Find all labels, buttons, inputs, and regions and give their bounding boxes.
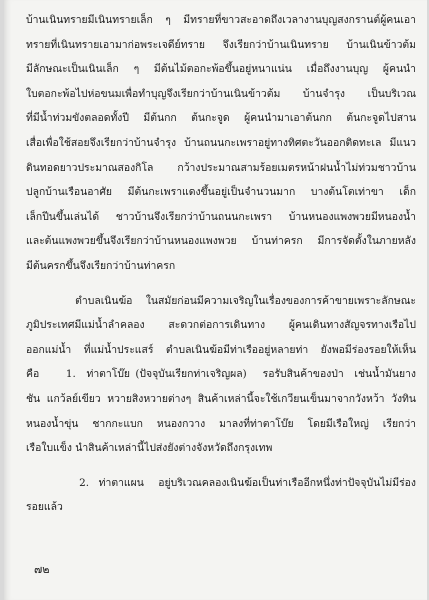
text-line: เรือใบแข็ง นำสินค้าเหล่านี้ไปส่งยังต่างจังหวัดถึงกรุงเทพ: [26, 442, 273, 455]
text-line: ภูมิประเทศมีแม่น้ำลำคลอง สะดวกต่อการเดินทาง ผู้คนเดินทางสัญจรทางเรือไป: [26, 319, 416, 332]
text-line: คือ 1. ท่าตาโบ๊ย (ปัจจุบันเรียกท่าเจริญผล) รอรับสินค้าของป่า เช่นน้ำมันยาง: [26, 368, 416, 381]
text-line: หนองน้ำขุ่น ชากกะแบก หนองกวาง มาลงที่ท่าตาโบ๊ย โดยมีเรือใหญ่ เรียกว่า: [26, 417, 416, 430]
text-line: ใบตอกะพ้อไปห่อขนมเพื่อทำบุญจึงเรียกว่าบ้านเนินข้าวต้ม บ้านจำรุง เป็นบริเวณ: [26, 87, 416, 100]
text-line: ที่มีน้ำท่วมขังตลอดทั้งปี มีต้นกก ต้นกะจูด ผู้คนนำมาเอาต้นกก ต้นกะจูดไปสาน: [26, 112, 416, 125]
paragraph-village-names: [26, 8, 416, 279]
text-line: ดินทอดยาวประมาณสองกิโล กว้างประมาณสามร้อยเมตรหน้าฝนน้ำไม่ท่วมชาวบ้าน: [26, 161, 416, 174]
text-line: เล็กปีนขึ้นเล่นได้ ชาวบ้านจึงเรียกว่าบ้านถนนกะเพรา บ้านหนองแพงพวยมีหนองน้ำ: [26, 210, 416, 223]
text-line: มีต้นครกขึ้นจึงเรียกว่าบ้านท่าครก: [26, 259, 176, 272]
text-line: ทรายที่เนินทรายเอามาก่อพระเจดีย์ทราย จึงเรียกว่าบ้านเนินทราย บ้านเนินข้าวต้ม: [26, 38, 416, 51]
body-text: [26, 8, 416, 520]
text-line: ชัน แกว้ลย์เขียว หวายสิงหวายต่างๆ สินค้าเหล่านี้จะใช้เกวียนเข็นมาจากวังหว้า วังทิน: [26, 392, 416, 405]
text-line: 2. ท่าตาแผน อยู่บริเวณคลองเนินฆ้อเป็นท่าเรืออีกหนึ่งท่าปัจจุบันไม่มีร่อง: [26, 476, 416, 489]
text-line: บ้านเนินทรายมีเนินทรายเล็ก ๆ มีทรายที่ขาวสะอาดถึงเวลางานบุญสงกรานต์ผู้คนเอา: [26, 14, 416, 26]
text-line: ตำบลเนินฆ้อ ในสมัยก่อนมีความเจริญในเรื่องของการค้าขายเพราะลักษณะ: [26, 294, 416, 307]
text-line: เสื่อเพื่อใช้สอยจึงเรียกว่าบ้านจำรุง บ้านถนนกะเพราอยู่ทางทิศตะวันออกติดทะเล มีแนว: [26, 136, 416, 149]
text-line: รอยแล้ว: [26, 501, 63, 514]
page-number: ๗๒: [34, 563, 50, 576]
text-line: ออกแม่น้ำ ที่แม่น้ำประแสร์ ตำบลเนินฆ้อมีท่าเรืออยู่หลายท่า ยังพอมีร่องรอยให้เห็น: [26, 343, 416, 356]
text-line: ปลูกบ้านเรือนอาศัย มีต้นกะเพราแดงขึ้นอยู่เป็นจำนวนมาก บางต้นโตเท่าขา เด็ก: [26, 186, 416, 199]
paragraph-gap: [26, 461, 416, 471]
paragraph-trade-ports: [26, 289, 416, 461]
paragraph-ta-taphaen: [26, 471, 416, 520]
document-page: [4, 0, 427, 600]
text-line: มีลักษณะเป็นเนินเล็ก ๆ มีต้นไม้ตอกะพ้อขึ้นอยู่หนาแน่น เมื่อถึงงานบุญ ผู้คนนำ: [26, 63, 416, 76]
paragraph-gap: [26, 279, 416, 289]
text-line: และต้นแพงพวยขึ้นจึงเรียกว่าบ้านหนองแพงพวย บ้านท่าครก มีการจัดตั้งในภายหลัง: [26, 235, 416, 248]
